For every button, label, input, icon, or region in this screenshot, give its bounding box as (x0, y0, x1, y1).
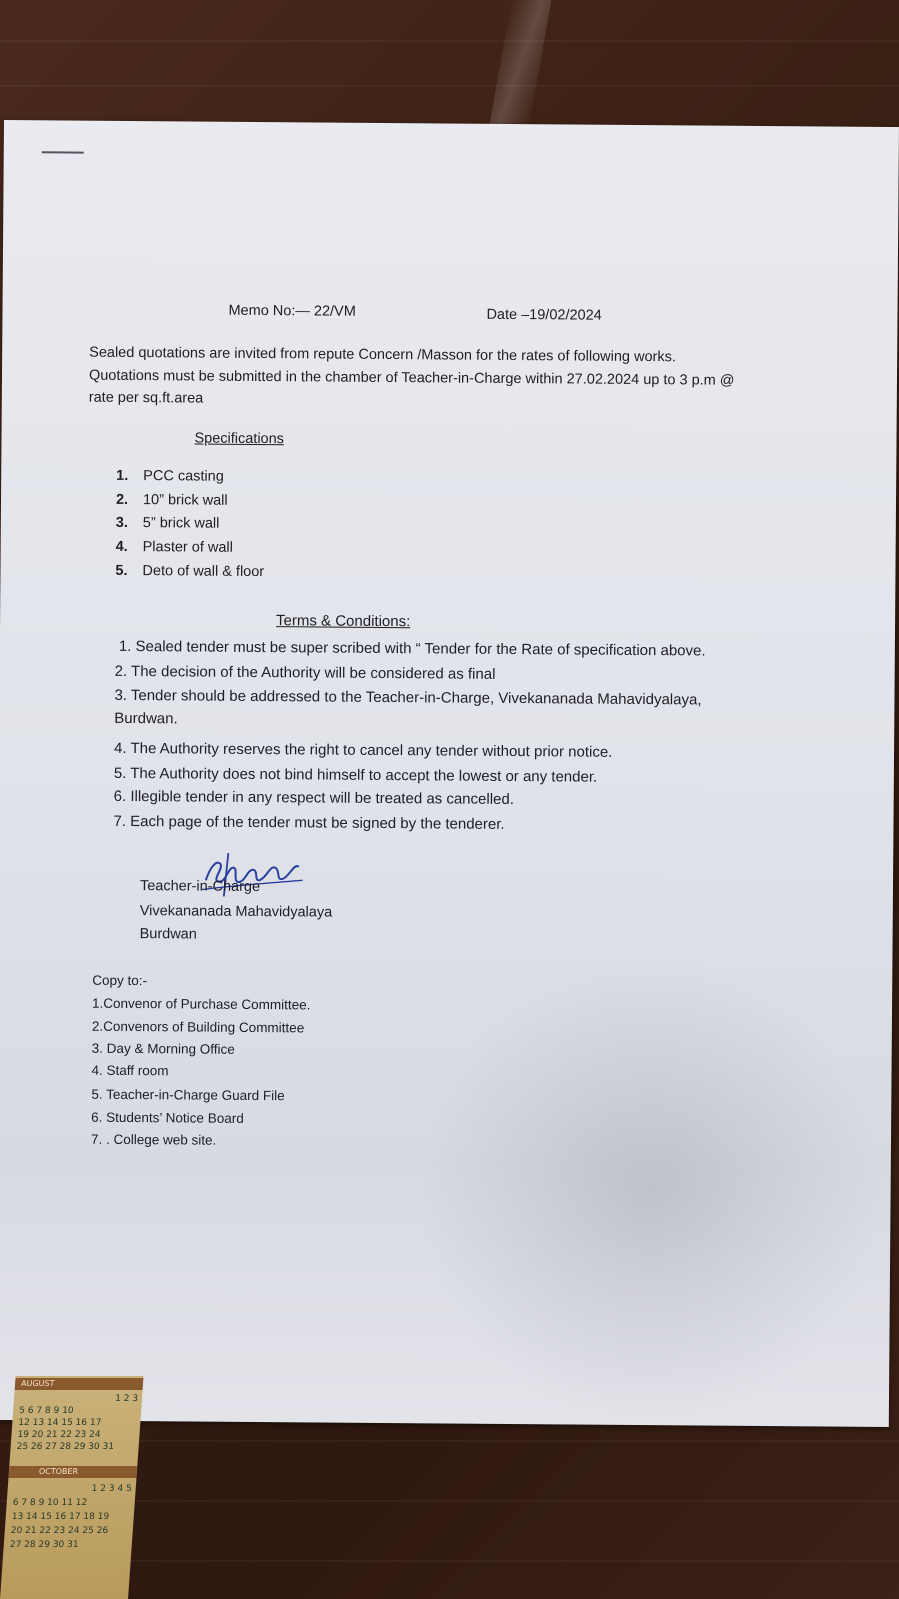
intro-line-2: Quotations must be submitted in the chamber of Teacher-in-Charge within 27.02.2024 up to 3 p.m @ (88, 367, 735, 389)
calendar-row: 6 7 8 9 10 11 12 (12, 1498, 88, 1508)
calendar-row: 19 20 21 22 23 24 (17, 1430, 101, 1440)
calendar-row: 13 14 15 16 17 18 19 (11, 1512, 110, 1522)
calendar-row: 20 21 22 23 24 25 26 (10, 1526, 109, 1536)
terms-item: 4. The Authority reserves the right to cancel any tender without prior notice. (114, 739, 613, 761)
copy-to-heading: Copy to:- (92, 972, 148, 989)
terms-item: 1. Sealed tender must be super scribed with “ Tender for the Rate of specification above. (118, 637, 706, 660)
intro-line-3: rate per sq.ft.area (88, 389, 204, 407)
desk-glare (489, 0, 552, 130)
terms-item: 5. The Authority does not bind himself to accept the lowest or any tender. (113, 764, 598, 786)
spec-item: 4. Plaster of wall (115, 538, 233, 556)
spec-item: 2. 10” brick wall (115, 491, 228, 509)
terms-item: 2. The decision of the Authority will be considered as final (114, 662, 496, 683)
specifications-heading: Specifications (194, 430, 285, 448)
calendar-row: 5 6 7 8 9 10 (18, 1406, 74, 1416)
copy-to-item: 2.Convenors of Building Committee (91, 1018, 305, 1036)
copy-to-item: 3. Day & Morning Office (91, 1040, 235, 1057)
terms-heading: Terms & Conditions: (276, 612, 411, 631)
terms-item: 6. Illegible tender in any respect will be treated as cancelled. (113, 787, 514, 809)
calendar-row: 1 2 3 (114, 1394, 139, 1404)
calendar-row: 27 28 29 30 31 (9, 1540, 79, 1550)
spec-item: 1. PCC casting (116, 467, 224, 485)
terms-item: Burdwan. (114, 709, 178, 728)
spec-item: 5. Deto of wall & floor (115, 562, 265, 581)
memo-number: Memo No:— 22/VM (228, 302, 356, 320)
signatory-place: Burdwan (139, 926, 197, 943)
terms-item: 7. Each page of the tender must be signed by the tenderer. (113, 812, 505, 833)
calendar-row: 25 26 27 28 29 30 31 (16, 1442, 115, 1452)
calendar-row: 1 2 3 4 5 (91, 1484, 133, 1494)
copy-to-item: 6. Students’ Notice Board (91, 1109, 244, 1126)
terms-item: 3. Tender should be addressed to the Teacher-in-Charge, Vivekananada Mahavidyalaya, (114, 686, 702, 709)
intro-line-1: Sealed quotations are invited from repute Concern /Masson for the rates of following works. (89, 344, 676, 366)
pen-mark (42, 151, 84, 153)
signatory-title: Teacher-in-Charge (139, 878, 261, 896)
copy-to-item: 4. Staff room (91, 1062, 169, 1079)
copy-to-item: 1.Convenor of Purchase Committee. (92, 995, 311, 1013)
signatory-institution: Vivekananada Mahavidyalaya (139, 903, 333, 921)
calendar-month-label: AUGUST (20, 1379, 55, 1388)
copy-to-item: 7. . College web site. (90, 1131, 217, 1148)
memo-date: Date –19/02/2024 (486, 306, 602, 324)
calendar-month-label: OCTOBER (38, 1467, 79, 1476)
desk-calendar (0, 1376, 144, 1599)
copy-to-item: 5. Teacher-in-Charge Guard File (91, 1086, 285, 1104)
calendar-row: 12 13 14 15 16 17 (17, 1418, 102, 1428)
spec-item: 3. 5” brick wall (115, 514, 220, 532)
tender-notice-document (0, 120, 899, 1427)
